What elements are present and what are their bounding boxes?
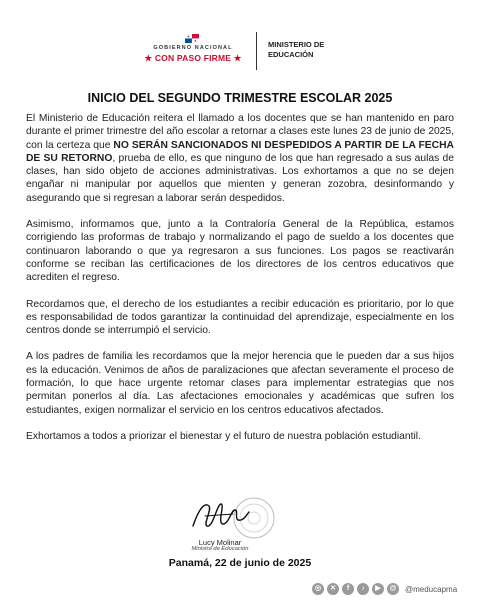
paragraph-5: Exhortamos a todos a priorizar el bienestar y el futuro de nuestra población estudiantil. bbox=[26, 430, 421, 442]
paragraph-1-bold: NO SERÁN SANCIONADOS NI DESPEDIDOS A PARTIR DE LA FECHA DE SU RETORNO bbox=[26, 139, 454, 164]
paragraph-3: Recordamos que, el derecho de los estudiantes a recibir educación es prioritario, por lo que es responsabilidad de todos garantizar la continuidad del aprendizaje, especialmente en los centros donde se interrumpió el servicio. bbox=[26, 298, 454, 337]
x-icon[interactable]: ✕ bbox=[327, 583, 339, 595]
social-handle[interactable]: @meducapma bbox=[405, 584, 458, 594]
signatory-name: Lucy Molinar bbox=[198, 538, 242, 547]
paragraph-1 bbox=[26, 112, 454, 205]
signatory-role: Ministra de Educación bbox=[191, 546, 249, 552]
ministry-name-line2: EDUCACIÓN bbox=[268, 50, 314, 59]
paragraph-1-text-b: , prueba de ello, es que ninguno de los que han regresado a sus aulas de clases, han sido objeto de acciones administrativas. Los exhortamos a que no se dejen engañar ni manipular por aquellos que mienten y generan zozobra, desinformando y asegurando que si regresan a laborar serán despedidos. bbox=[26, 152, 454, 204]
svg-text:★: ★ bbox=[193, 39, 198, 43]
paragraph-4: A los padres de familia les recordamos que la mejor herencia que le pueden dar a sus hijos es la educación. Venimos de años de paralizaciones que afectan severamente el proceso de formación, lo que hace urgente retomar clases para implementar estrategias que nos permitan ponerlos al día. Las afectaciones emocionales y académicas que sufren los estudiantes, exigen normalizar el servicio en los centros educativos afectados. bbox=[26, 351, 454, 416]
document-body bbox=[26, 112, 454, 456]
document-date: Panamá, 22 de junio de 2025 bbox=[168, 557, 312, 569]
ministry-name-line1: MINISTERIO DE bbox=[268, 40, 325, 49]
signature-icon bbox=[185, 498, 255, 532]
paragraph-1-text-a: El Ministerio de Educación reitera el llamado a los docentes que se han mantenido en paro durante el primer trimestre del año escolar a retornar a clases este lunes 23 de junio de 2025, con la certeza que bbox=[26, 113, 454, 151]
svg-text:★: ★ bbox=[186, 34, 191, 39]
header-divider bbox=[256, 32, 257, 70]
government-label: GOBIERNO NACIONAL bbox=[153, 45, 233, 51]
youtube-icon[interactable]: ▶ bbox=[372, 583, 384, 595]
panama-flag-icon bbox=[185, 34, 199, 43]
social-media-bar bbox=[312, 582, 457, 596]
facebook-icon[interactable]: f bbox=[342, 583, 354, 595]
letterhead bbox=[0, 30, 480, 80]
government-slogan: ★ CON PASO FIRME ★ bbox=[144, 53, 242, 63]
document-title: INICIO DEL SEGUNDO TRIMESTRE ESCOLAR 2025 bbox=[87, 91, 393, 105]
tiktok-icon[interactable]: ♪ bbox=[357, 583, 369, 595]
at-icon[interactable]: @ bbox=[387, 583, 399, 595]
paragraph-2: Asimismo, informamos que, junto a la Contraloría General de la República, estamos corrigiendo las proformas de trabajo y normalizando el pago de sueldo a los docentes que continuaron laborando o que ya regresaron a sus funciones. Los pagos se reactivarán conforme se reciban las certificaciones de los directores de los centros educativos que acrediten el regreso. bbox=[26, 219, 454, 284]
instagram-icon[interactable]: ◎ bbox=[312, 583, 324, 595]
